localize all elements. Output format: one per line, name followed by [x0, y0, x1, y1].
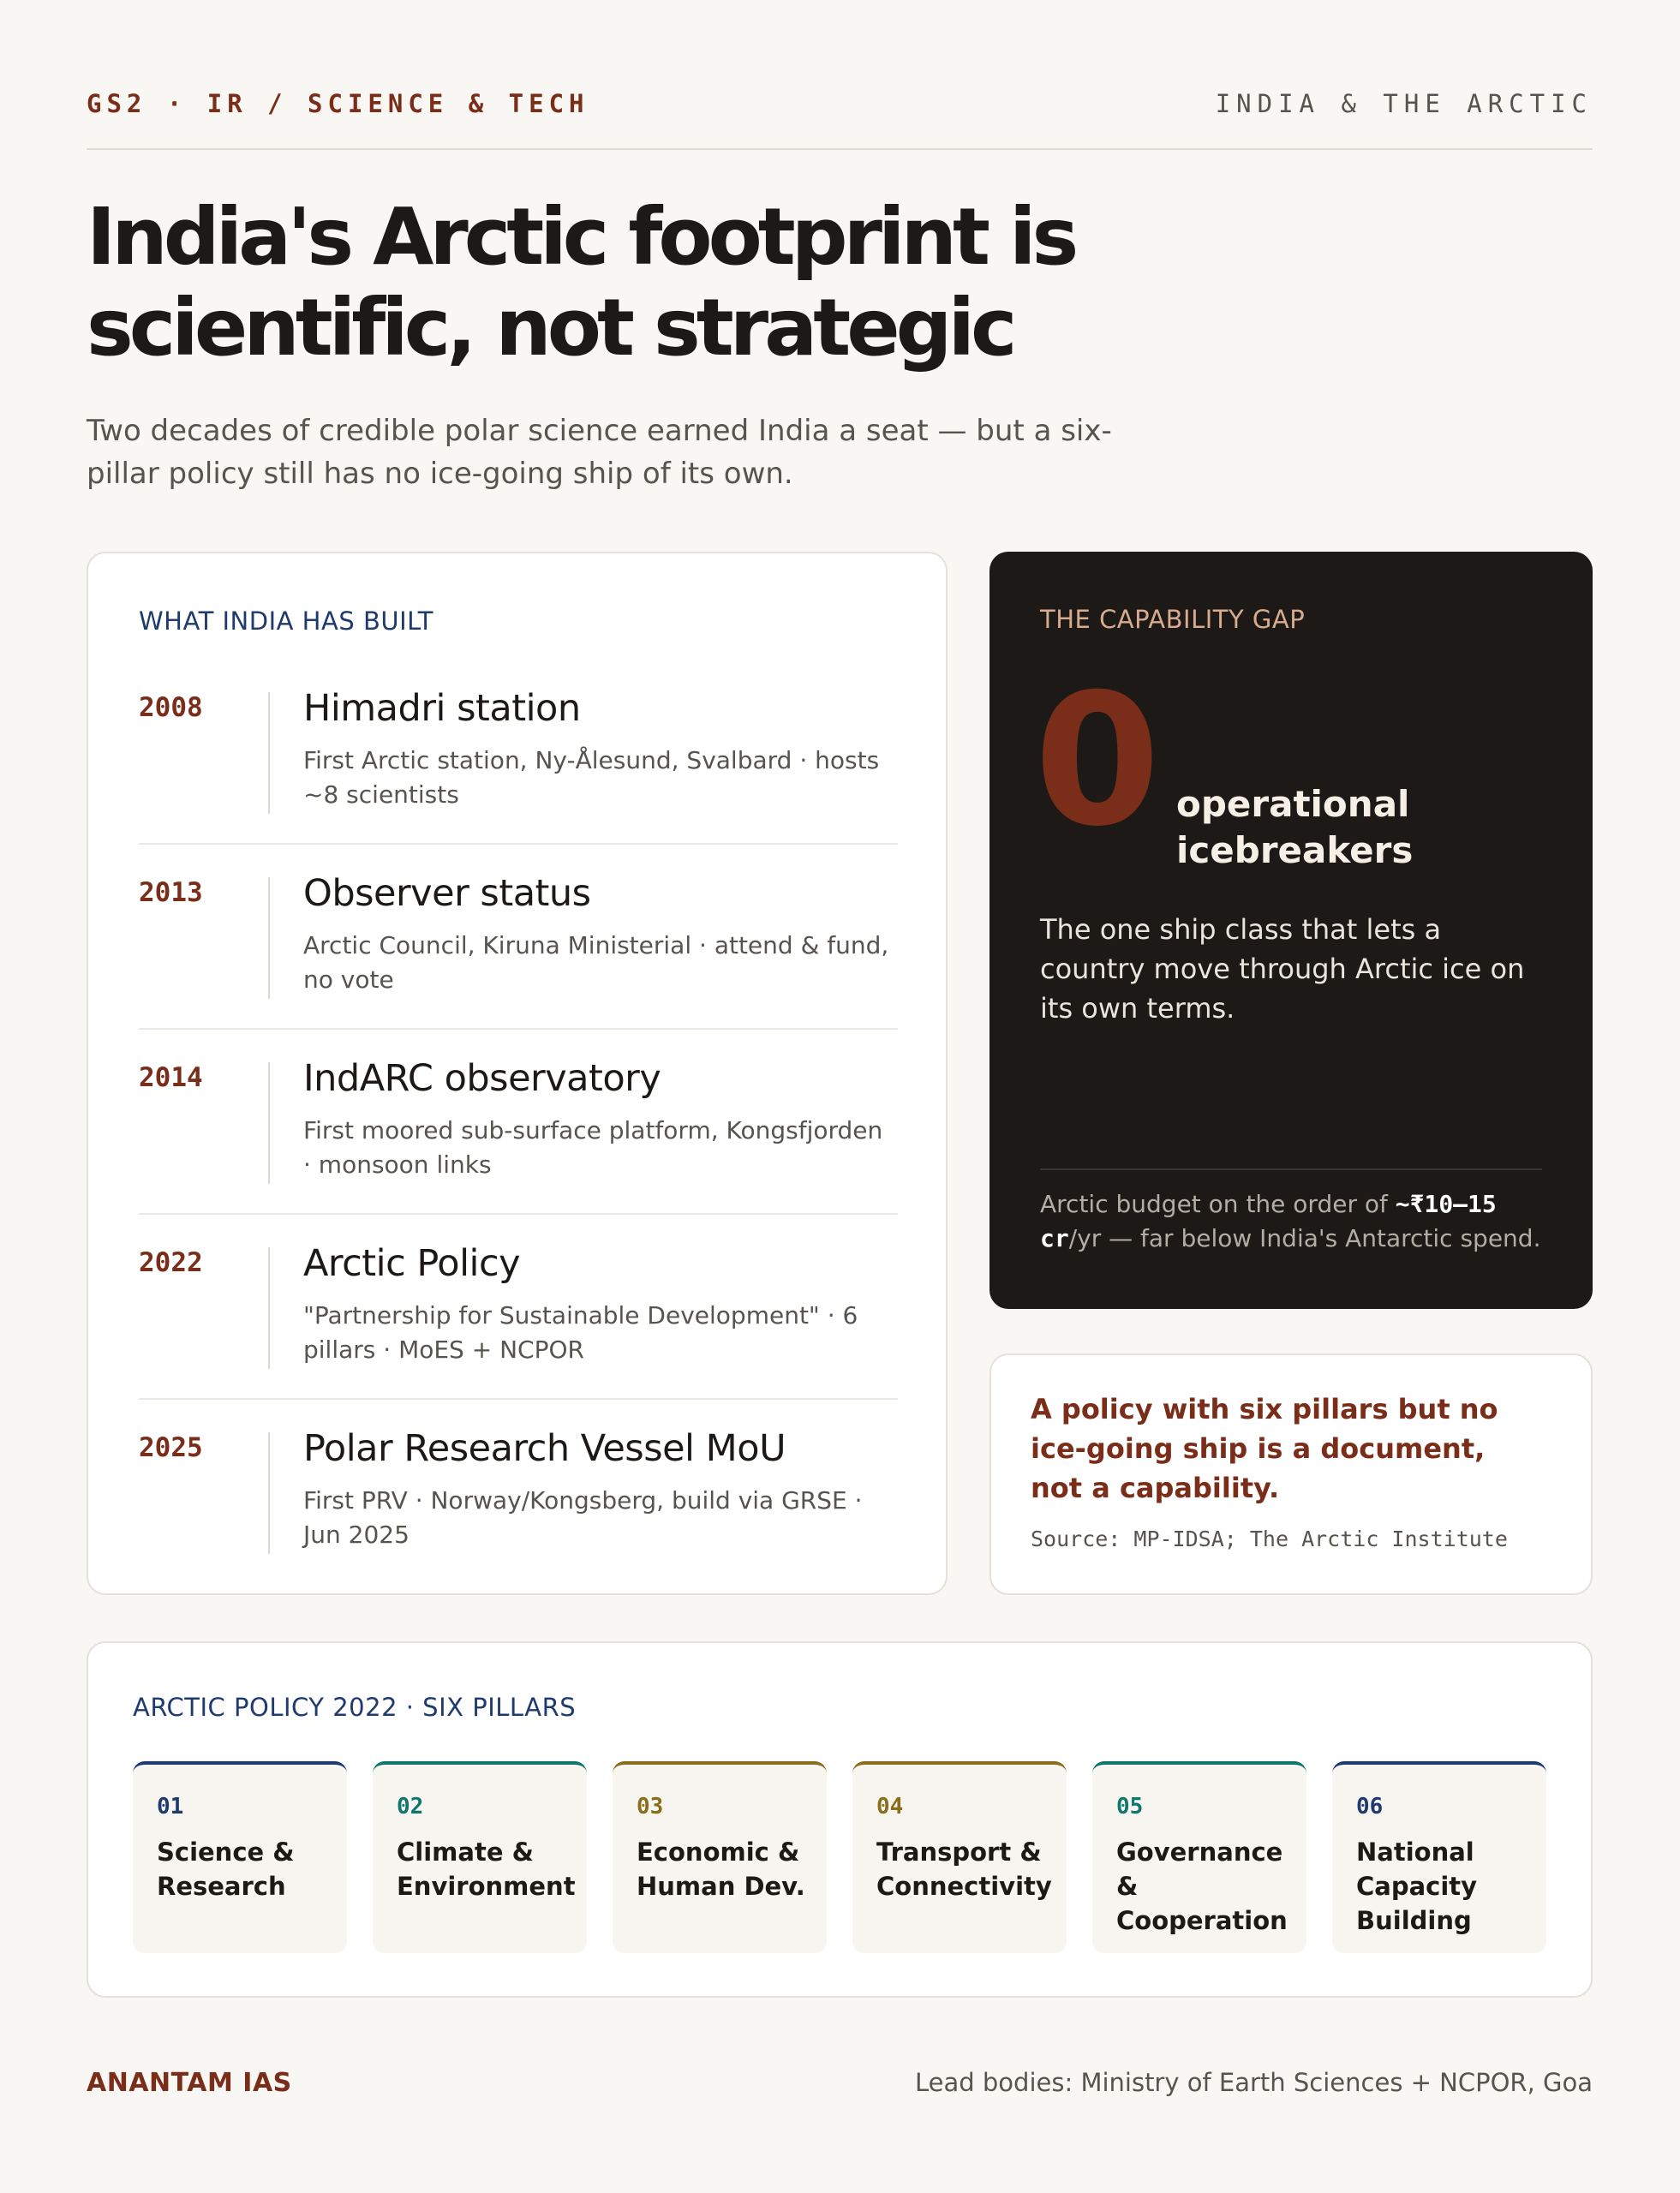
- subtitle: Two decades of credible polar science earned India a seat — but a six-pillar policy still has no ice-going ship of its own.: [87, 414, 1112, 491]
- pillar-card: [373, 1761, 587, 1953]
- timeline-title: Polar Research Vessel MoU: [303, 1427, 786, 1470]
- big-number: 0: [1034, 654, 1161, 866]
- pillar-name: Science & Research: [157, 1837, 295, 1901]
- gap-label: THE CAPABILITY GAP: [1040, 605, 1306, 634]
- timeline-year: 2014: [139, 1062, 203, 1093]
- timeline-desc: "Partnership for Sustainable Development" · 6 pillars · MoES + NCPOR: [303, 1301, 858, 1364]
- pillar-number: 03: [637, 1794, 664, 1820]
- lead-bodies: Lead bodies: Ministry of Earth Sciences + NCPOR, Goa: [915, 2068, 1593, 2097]
- infographic-page: [87, 0, 1593, 2193]
- pillar-number: 01: [157, 1794, 184, 1820]
- built-label: WHAT INDIA HAS BUILT: [139, 607, 434, 636]
- timeline-separator: [139, 1213, 898, 1215]
- timeline-divider: [268, 692, 270, 814]
- timeline-title: IndARC observatory: [303, 1057, 661, 1100]
- timeline-year: 2013: [139, 877, 203, 908]
- pillar-name: Governance & Cooperation: [1116, 1837, 1288, 1935]
- pillar-card: [1092, 1761, 1306, 1953]
- gap-body: The one ship class that lets a country move through Arctic ice on its own terms.: [1040, 913, 1525, 1025]
- pillar-name: Economic & Human Dev.: [637, 1837, 805, 1901]
- timeline-desc: First Arctic station, Ny-Ålesund, Svalbard · hosts ~8 scientists: [303, 746, 880, 809]
- pillars-row: [133, 1761, 1548, 1953]
- timeline-desc: First PRV · Norway/Kongsberg, build via GRSE · Jun 2025: [303, 1486, 863, 1549]
- quote-card: [989, 1353, 1593, 1595]
- timeline-divider: [268, 877, 270, 999]
- section-tag: INDIA & THE ARCTIC: [1215, 89, 1593, 118]
- header-divider: [87, 148, 1593, 150]
- gap-foot-pre: Arctic budget on the order of: [1040, 1190, 1396, 1218]
- pillar-number: 05: [1116, 1794, 1144, 1820]
- brand-name: ANANTAM IAS: [87, 2068, 292, 2098]
- timeline-separator: [139, 843, 898, 845]
- pillar-number: 06: [1356, 1794, 1384, 1820]
- top-bar: [87, 89, 1593, 120]
- timeline-divider: [268, 1062, 270, 1184]
- timeline-divider: [268, 1432, 270, 1554]
- capability-gap-card: [989, 552, 1593, 1309]
- big-number-caption: operational icebreakers: [1176, 783, 1414, 871]
- built-card: [87, 552, 948, 1595]
- kicker: GS2 · IR / SCIENCE & TECH: [87, 89, 589, 118]
- timeline-desc: First moored sub-surface platform, Kongsfjorden · monsoon links: [303, 1116, 883, 1179]
- pillar-name: Transport & Connectivity: [876, 1837, 1052, 1901]
- timeline-desc: Arctic Council, Kiruna Ministerial · attend & fund, no vote: [303, 931, 889, 994]
- gap-footnote: [1040, 1187, 1554, 1256]
- pillar-card: [852, 1761, 1067, 1953]
- timeline-separator: [139, 1028, 898, 1030]
- timeline-title: Himadri station: [303, 687, 581, 730]
- timeline-year: 2022: [139, 1247, 203, 1278]
- pillar-number: 04: [876, 1794, 904, 1820]
- budget-value: ~₹10–15 cr: [1040, 1190, 1497, 1252]
- timeline-divider: [268, 1247, 270, 1369]
- timeline-title: Observer status: [303, 872, 591, 915]
- pull-quote: A policy with six pillars but no ice-going ship is a document, not a capability.: [1031, 1393, 1498, 1504]
- headline: India's Arctic footprint is scientific, not strategic: [87, 191, 1075, 373]
- pillar-number: 02: [397, 1794, 424, 1820]
- pillars-label: ARCTIC POLICY 2022 · SIX PILLARS: [133, 1693, 577, 1722]
- source-line: Source: MP-IDSA; The Arctic Institute: [1031, 1527, 1508, 1551]
- pillar-name: Climate & Environment: [397, 1837, 576, 1901]
- pillars-card: [87, 1641, 1593, 1998]
- timeline-title: Arctic Policy: [303, 1242, 521, 1285]
- gap-divider: [1040, 1168, 1542, 1170]
- pillar-card: [613, 1761, 827, 1953]
- gap-foot-post: /yr — far below India's Antarctic spend.: [1068, 1224, 1541, 1252]
- pillar-card: [1332, 1761, 1546, 1953]
- timeline-separator: [139, 1398, 898, 1400]
- pillar-name: National Capacity Building: [1356, 1837, 1478, 1935]
- pillar-card: [133, 1761, 347, 1953]
- timeline-year: 2025: [139, 1432, 203, 1463]
- timeline-year: 2008: [139, 692, 203, 723]
